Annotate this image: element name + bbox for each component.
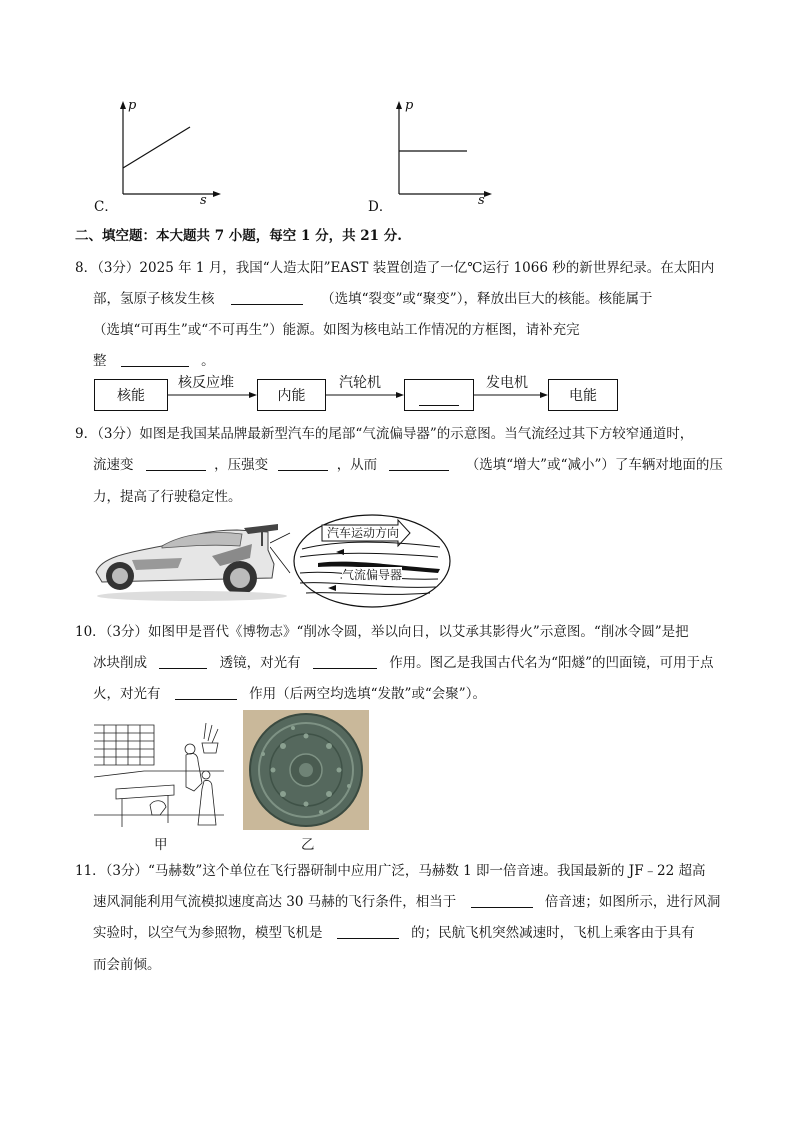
q9-line2 — [93, 455, 723, 475]
q9-text-2c: ，从而 — [336, 457, 378, 473]
q9-blank-1[interactable] — [146, 456, 206, 471]
q8-line2 — [93, 289, 652, 309]
deflector-label-motion: 汽车运动方向 — [327, 526, 400, 540]
q9-text-2a: 流速变 — [93, 457, 134, 473]
flow-box-nuclear-energy: 核能 — [94, 379, 168, 411]
q8-text-4a: 整 — [93, 353, 107, 369]
q10-blank-2[interactable] — [313, 654, 377, 669]
graph-d-ylabel: p — [405, 98, 414, 113]
q11-line2 — [93, 892, 720, 912]
q8-text-2a: 部，氢原子核发生核 — [93, 291, 215, 307]
q10-line1: 10．（3分）如图甲是晋代《博物志》“削冰令圆，举以向日，以艾承其影得火”示意图。“削冰令圆”是把 — [75, 624, 689, 640]
car-image — [92, 516, 292, 604]
flow-arrows — [0, 379, 794, 419]
q9-text-2b: ，压强变 — [214, 457, 269, 473]
q11-text-3b: 的；民航飞机突然减速时，飞机上乘客由于具有 — [411, 925, 695, 941]
q9-line3: 力，提高了行驶稳定性。 — [93, 489, 242, 505]
flow-box-internal-energy: 内能 — [257, 379, 326, 411]
q9-text-2d: （选填“增大”或“减小”）了车辆对地面的压 — [465, 457, 723, 473]
q10-text-3b: 作用（后两空均选填“发散”或“会聚”）。 — [249, 686, 486, 702]
q8-line1: 8．（3分）2025 年 1 月，我国“人造太阳”EAST 装置创造了一亿℃运行 1066 秒的新世界纪录。在太阳内 — [75, 260, 715, 276]
q9-line1: 9．（3分）如图是我国某品牌最新型汽车的尾部“气流偏导器”的示意图。当气流经过其下方较窄通道时， — [75, 426, 694, 442]
q8-text-2b: （选填“裂变”或“聚变”），释放出巨大的核能。核能属于 — [321, 291, 653, 307]
q8-blank-3[interactable] — [121, 352, 189, 367]
q8-text-4b: 。 — [201, 353, 215, 369]
q11-line1: 11．（3分）“马赫数”这个单位在飞行器研制中应用广泛，马赫数 1 即一倍音速。我国最新的 JF﹣22 超高 — [75, 863, 706, 879]
flow-box-blank[interactable] — [404, 379, 474, 411]
q10-line2 — [93, 653, 714, 673]
image-jia-drawing — [94, 719, 224, 831]
graph-c-ylabel: p — [128, 98, 137, 113]
q11-blank-2[interactable] — [337, 924, 399, 939]
graph-c-xlabel: s — [200, 193, 207, 208]
flow-arrow-label-turbine: 汽轮机 — [339, 375, 381, 391]
option-c-label: C． — [94, 199, 118, 215]
flow-arrow-label-generator: 发电机 — [486, 375, 528, 391]
q10-text-2b: 透镜，对光有 — [219, 655, 301, 671]
image-yi — [243, 710, 369, 830]
q11-line3 — [93, 923, 695, 943]
flow-arrow-label-reactor: 核反应堆 — [178, 375, 234, 391]
section-title: 二、填空题：本大题共 7 小题，每空 1 分，共 21 分. — [75, 228, 402, 244]
q8-line4 — [93, 351, 215, 371]
deflector-diagram — [270, 511, 455, 611]
car-drawing — [92, 516, 292, 604]
q8-line3: （选填“可再生”或“不可再生”）能源。如图为核电站工作情况的方框图，请补充完 — [93, 322, 580, 338]
q11-blank-1[interactable] — [471, 893, 533, 908]
q10-text-3a: 火，对光有 — [93, 686, 161, 702]
q8-blank-1[interactable] — [231, 290, 303, 305]
q10-text-2c: 作用。图乙是我国古代名为“阳燧”的凹面镜，可用于点 — [389, 655, 714, 671]
caption-jia: 甲 — [154, 837, 168, 853]
q10-line3 — [93, 684, 486, 704]
image-jia — [94, 719, 224, 831]
q9-blank-3[interactable] — [389, 456, 449, 471]
q11-text-2a: 速风洞能利用气流模拟速度高达 30 马赫的飞行条件，相当于 — [93, 894, 457, 910]
graph-d-xlabel: s — [478, 193, 485, 208]
q10-blank-1[interactable] — [159, 654, 207, 669]
q11-text-2b: 倍音速；如图所示，进行风洞 — [544, 894, 721, 910]
flow-box-blank-line[interactable] — [419, 385, 459, 406]
q11-text-3a: 实验时，以空气为参照物，模型飞机是 — [93, 925, 323, 941]
caption-yi: 乙 — [301, 837, 315, 853]
q9-blank-2[interactable] — [278, 456, 328, 471]
flow-box-electric-energy: 电能 — [548, 379, 618, 411]
deflector-label-deflector: 气流偏导器 — [342, 568, 403, 582]
q11-line4: 而会前倾。 — [93, 957, 161, 973]
q10-text-2a: 冰块削成 — [93, 655, 147, 671]
q10-blank-3[interactable] — [175, 685, 237, 700]
option-d-label: D． — [368, 199, 393, 215]
image-yi-drawing — [243, 710, 369, 830]
